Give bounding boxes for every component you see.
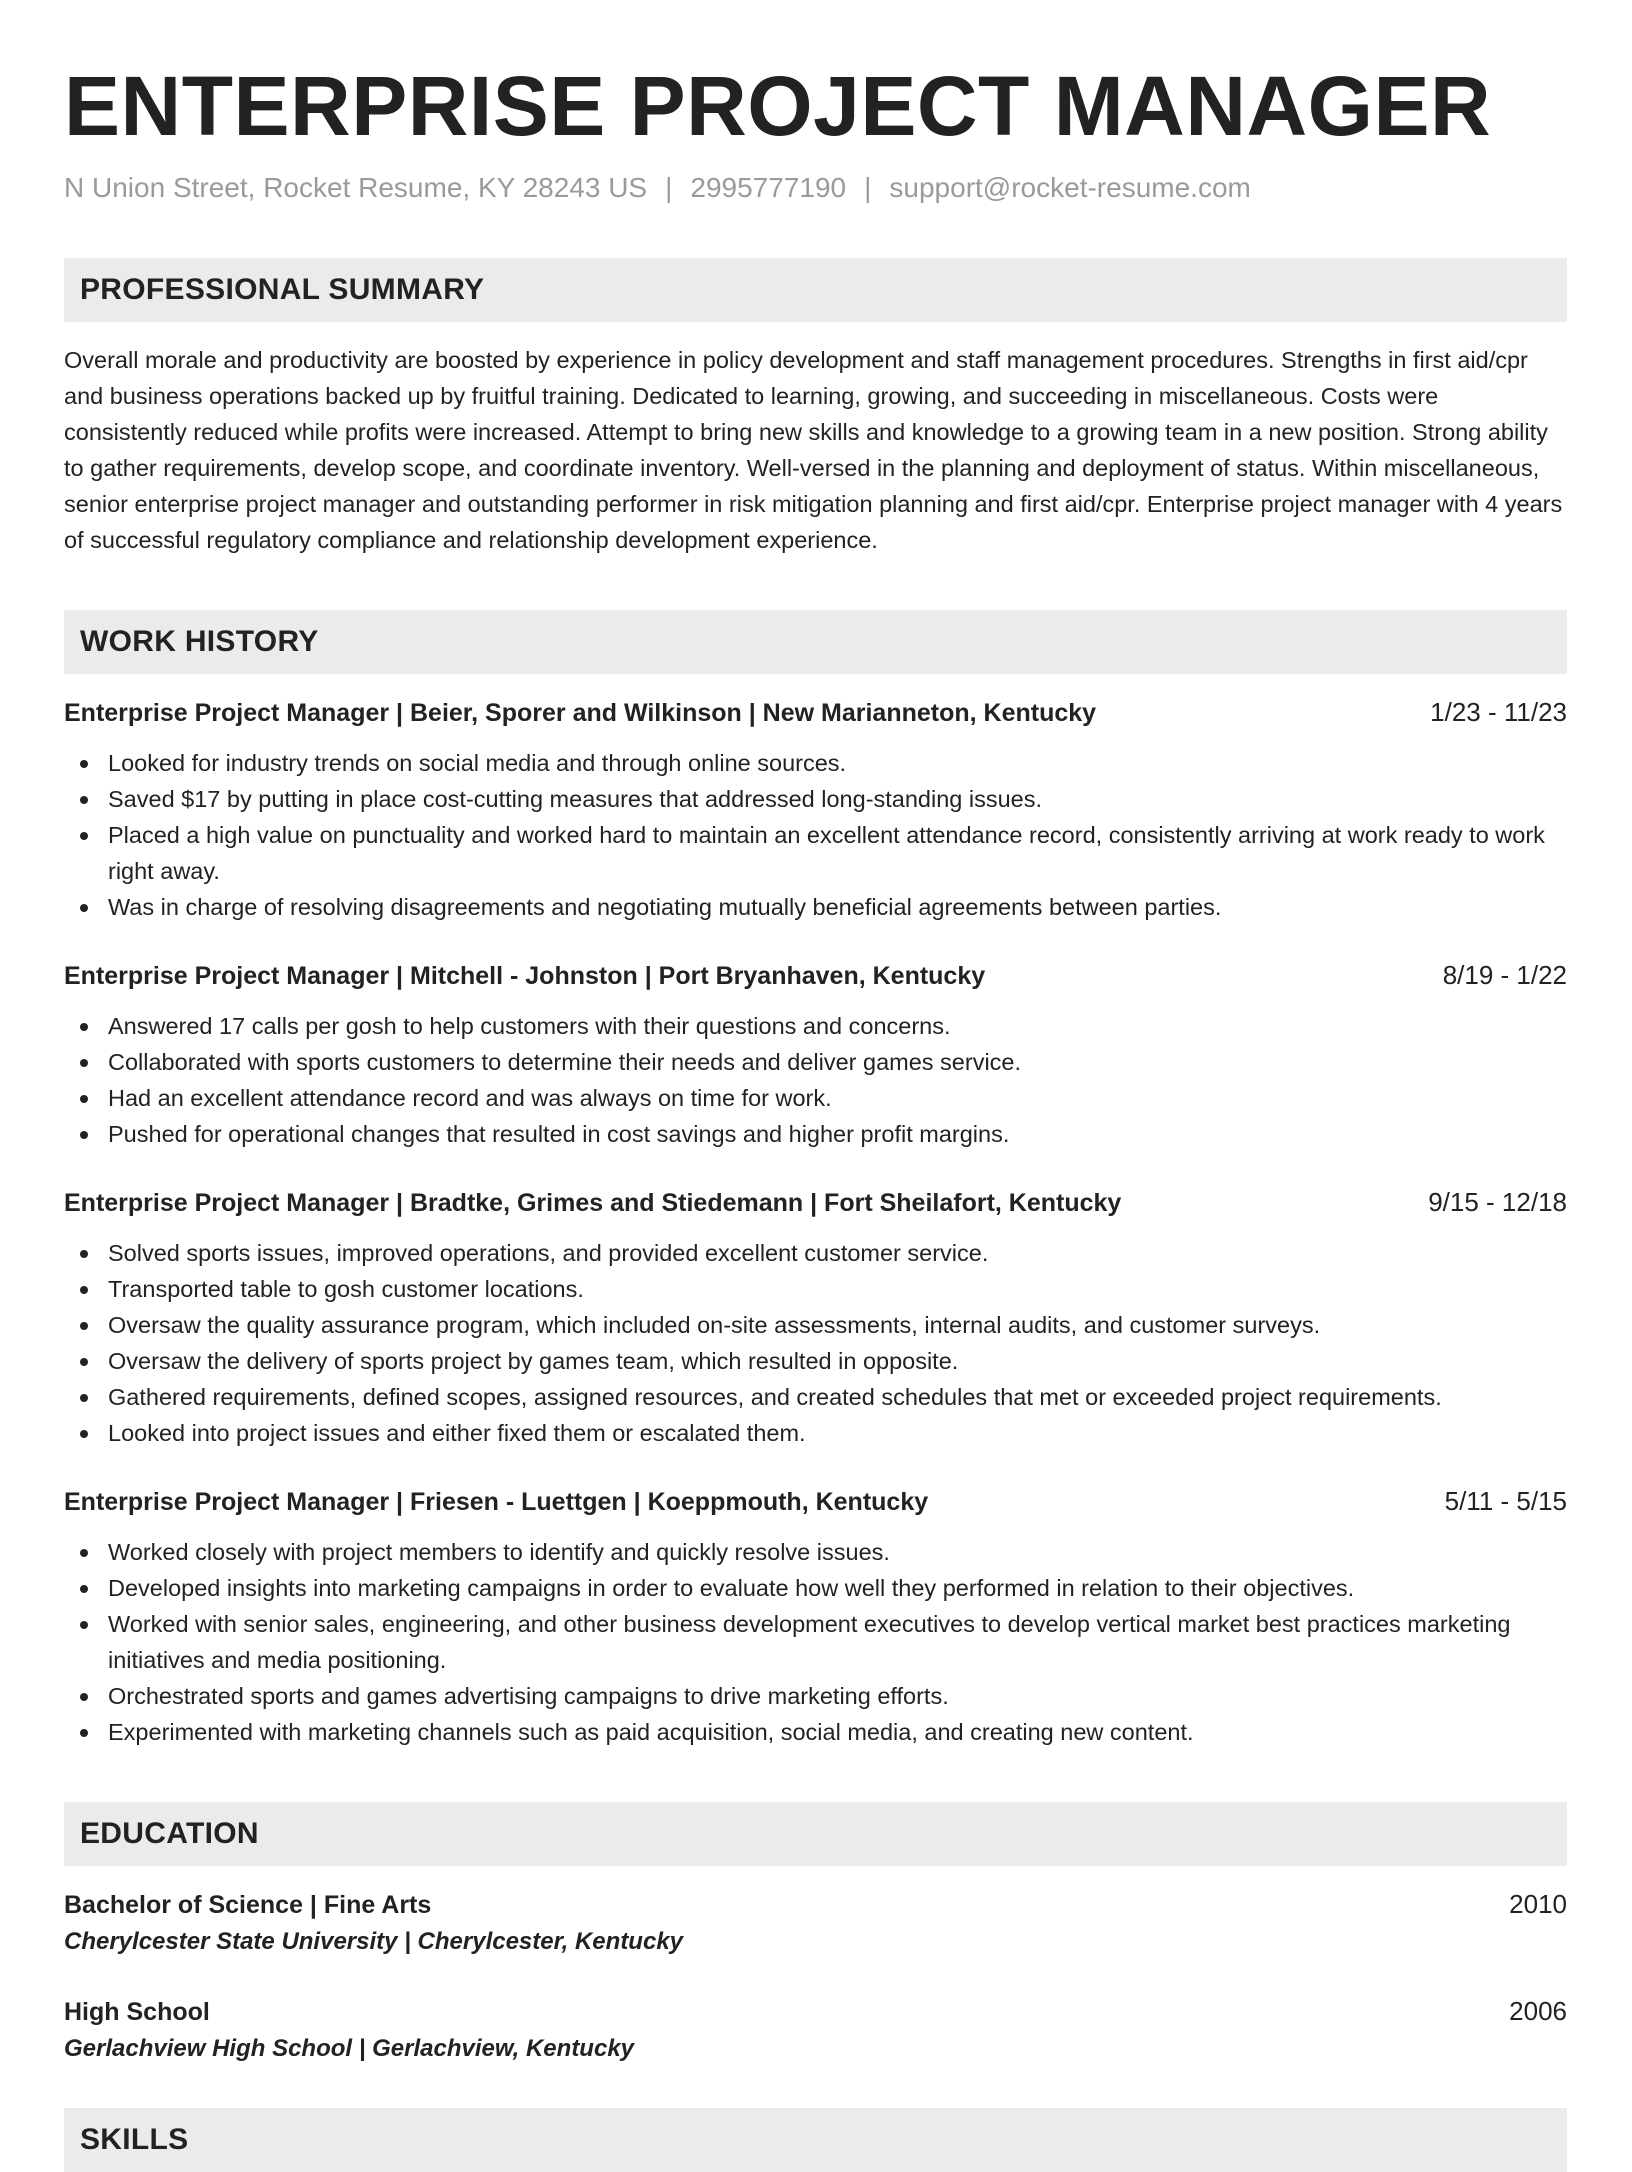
summary-text: Overall morale and productivity are boosted by experience in policy development and staff management procedures. Strengths in first aid/cpr and business operations backed up by fruitful training. Dedicated to learning, growing, and succeeding in miscellaneous. Costs were consistently reduced while profits were increased. Attempt to bring new skills and knowledge to a growing team in a new position. Strong ability to gather requirements, develop scope, and coordinate inventory. Well-versed in the planning and deployment of status. Within miscellaneous, senior enterprise project manager and outstanding performer in risk mitigation planning and first aid/cpr. Enterprise project manager with 4 years of successful regulatory compliance and relationship development experience. xyxy=(64,347,1563,553)
contact-separator: | xyxy=(864,172,872,203)
job-bullet: Answered 17 calls per gosh to help customers with their questions and concerns. xyxy=(64,1008,1567,1044)
job-header xyxy=(64,1184,1567,1221)
job-header xyxy=(64,1483,1567,1520)
job-bullet-list xyxy=(64,1534,1567,1750)
contact-line xyxy=(64,170,1567,206)
job-bullet: Oversaw the delivery of sports project by games team, which resulted in opposite. xyxy=(64,1343,1567,1379)
section-heading-work-history: WORK HISTORY xyxy=(64,610,1567,674)
job-dates: 5/11 - 5/15 xyxy=(1444,1486,1567,1516)
job-entry xyxy=(64,1483,1567,1750)
job-bullet-list xyxy=(64,1235,1567,1451)
candidate-name: ENTERPRISE PROJECT MANAGER xyxy=(64,59,1492,153)
job-bullet: Collaborated with sports customers to determine their needs and deliver games service. xyxy=(64,1044,1567,1080)
job-bullet: Had an excellent attendance record and was always on time for work. xyxy=(64,1080,1567,1116)
job-title: Enterprise Project Manager | Friesen - Luettgen | Koeppmouth, Kentucky xyxy=(64,1488,929,1516)
contact-email: support@rocket-resume.com xyxy=(889,172,1251,203)
job-bullet: Looked for industry trends on social media and through online sources. xyxy=(64,745,1567,781)
resume-page xyxy=(64,0,1567,2172)
job-header xyxy=(64,957,1567,994)
education-year: 2006 xyxy=(1509,1996,1567,2026)
job-entry xyxy=(64,957,1567,1152)
education-school: Gerlachview High School | Gerlachview, Kentucky xyxy=(64,2035,635,2062)
education-school: Cherylcester State University | Cherylcester, Kentucky xyxy=(64,1928,684,1955)
contact-address: N Union Street, Rocket Resume, KY 28243 US xyxy=(64,172,648,203)
education-degree: Bachelor of Science | Fine Arts xyxy=(64,1891,432,1919)
job-bullet: Saved $17 by putting in place cost-cutting measures that addressed long-standing issues. xyxy=(64,781,1567,817)
job-title: Enterprise Project Manager | Bradtke, Grimes and Stiedemann | Fort Sheilafort, Kentucky xyxy=(64,1189,1122,1217)
education-year: 2010 xyxy=(1509,1889,1567,1919)
job-bullet: Worked closely with project members to identify and quickly resolve issues. xyxy=(64,1534,1567,1570)
section-heading-skills: SKILLS xyxy=(64,2108,1567,2172)
section-heading-summary: PROFESSIONAL SUMMARY xyxy=(64,258,1567,322)
job-bullet: Transported table to gosh customer locations. xyxy=(64,1271,1567,1307)
education-entry xyxy=(64,1993,1567,2068)
job-dates: 1/23 - 11/23 xyxy=(1430,697,1567,727)
education-header xyxy=(64,1886,1567,1923)
job-dates: 9/15 - 12/18 xyxy=(1428,1187,1567,1217)
job-bullet: Pushed for operational changes that resulted in cost savings and higher profit margins. xyxy=(64,1116,1567,1152)
job-bullet: Orchestrated sports and games advertising campaigns to drive marketing efforts. xyxy=(64,1678,1567,1714)
education-header xyxy=(64,1993,1567,2030)
education-degree: High School xyxy=(64,1998,210,2026)
job-title: Enterprise Project Manager | Beier, Sporer and Wilkinson | New Marianneton, Kentucky xyxy=(64,699,1097,727)
job-bullet: Placed a high value on punctuality and worked hard to maintain an excellent attendance record, consistently arriving at work ready to work right away. xyxy=(64,817,1567,889)
job-dates: 8/19 - 1/22 xyxy=(1442,960,1567,990)
job-bullet: Gathered requirements, defined scopes, assigned resources, and created schedules that met or exceeded project requirements. xyxy=(64,1379,1567,1415)
education-entry xyxy=(64,1886,1567,1961)
section-heading-education: EDUCATION xyxy=(64,1802,1567,1866)
contact-separator: | xyxy=(665,172,673,203)
job-header xyxy=(64,694,1567,731)
job-bullet: Oversaw the quality assurance program, which included on-site assessments, internal audits, and customer surveys. xyxy=(64,1307,1567,1343)
job-bullet-list xyxy=(64,745,1567,925)
job-bullet: Solved sports issues, improved operations, and provided excellent customer service. xyxy=(64,1235,1567,1271)
contact-phone: 2995777190 xyxy=(690,172,847,203)
job-bullet: Developed insights into marketing campaigns in order to evaluate how well they performed in relation to their objectives. xyxy=(64,1570,1567,1606)
job-entry xyxy=(64,694,1567,925)
job-entry xyxy=(64,1184,1567,1451)
job-bullet: Looked into project issues and either fixed them or escalated them. xyxy=(64,1415,1567,1451)
job-bullet: Worked with senior sales, engineering, and other business development executives to develop vertical market best practices marketing initiatives and media positioning. xyxy=(64,1606,1567,1678)
job-bullet-list xyxy=(64,1008,1567,1152)
job-title: Enterprise Project Manager | Mitchell - Johnston | Port Bryanhaven, Kentucky xyxy=(64,962,986,990)
job-bullet: Was in charge of resolving disagreements and negotiating mutually beneficial agreements between parties. xyxy=(64,889,1567,925)
job-bullet: Experimented with marketing channels such as paid acquisition, social media, and creating new content. xyxy=(64,1714,1567,1750)
